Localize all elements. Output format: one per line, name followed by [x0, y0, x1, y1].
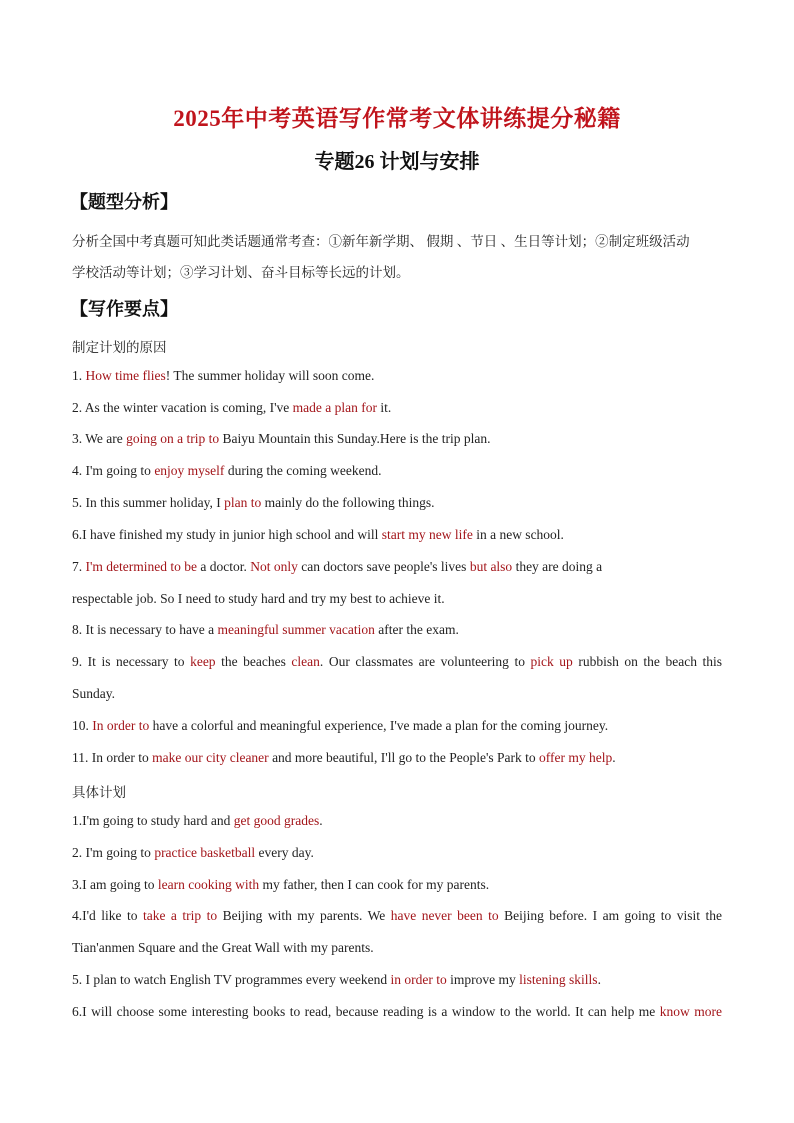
sentence-8: 8. It is necessary to have a meaningful summer vacation after the exam.	[72, 622, 459, 637]
plan-3: 3.I am going to learn cooking with my father, then I can cook for my parents.	[72, 877, 490, 892]
sentence-4: 4. I'm going to enjoy myself during the coming weekend.	[72, 463, 382, 478]
plan-2: 2. I'm going to practice basketball every day.	[72, 845, 314, 860]
plan-5: 5. I plan to watch English TV programmes every weekend in order to improve my listening skills.	[72, 972, 601, 987]
sentence-7: 7. I'm determined to be a doctor. Not only can doctors save people's lives but also they are doing a	[72, 559, 603, 574]
sentence-3: 3. We are going on a trip to Baiyu Mountain this Sunday.Here is the trip plan.	[72, 431, 491, 446]
sentence-11: 11. In order to make our city cleaner and more beautiful, I'll go to the People's Park to offer my help.	[72, 750, 616, 765]
sentence-2: 2. As the winter vacation is coming, I've made a plan for it.	[72, 400, 392, 415]
sentence-10: 10. In order to have a colorful and meaningful experience, I've made a plan for the coming journey.	[72, 718, 609, 733]
analysis-line-1: 分析全国中考真题可知此类话题通常考查：①新年新学期、 假期 、节日 、生日等计划；②制定班级活动	[72, 234, 690, 249]
plans-label: 具体计划	[72, 785, 126, 800]
document-title: 2025年中考英语写作常考文体讲练提分秘籍	[173, 106, 621, 131]
plan-4: 4.I'd like to take a trip to Beijing with my parents. We have never been to Beijing before. I am going to visit the	[72, 908, 722, 923]
sentence-9: 9. It is necessary to keep the beaches clean. Our classmates are volunteering to pick up rubbish on the beach this	[72, 654, 722, 669]
topic-subtitle: 专题26 计划与安排	[314, 151, 480, 173]
sentence-1: 1. How time flies! The summer holiday will soon come.	[72, 368, 375, 383]
section-heading-key-points: 【写作要点】	[70, 299, 178, 319]
sentence-9-continued: Sunday.	[72, 686, 115, 701]
sentence-7-continued: respectable job. So I need to study hard and try my best to achieve it.	[72, 591, 445, 606]
analysis-line-2: 学校活动等计划；③学习计划、奋斗目标等长远的计划。	[72, 265, 410, 280]
plan-4-continued: Tian'anmen Square and the Great Wall with my parents.	[72, 940, 374, 955]
sentence-6: 6.I have finished my study in junior high school and will start my new life in a new school.	[72, 527, 564, 542]
plan-1: 1.I'm going to study hard and get good grades.	[72, 813, 323, 828]
sentence-5: 5. In this summer holiday, I plan to mainly do the following things.	[72, 495, 435, 510]
plan-6: 6.I will choose some interesting books to read, because reading is a window to the world. It can help me know more	[72, 1004, 722, 1019]
section-heading-analysis: 【题型分析】	[70, 192, 178, 212]
reasons-label: 制定计划的原因	[72, 340, 167, 355]
